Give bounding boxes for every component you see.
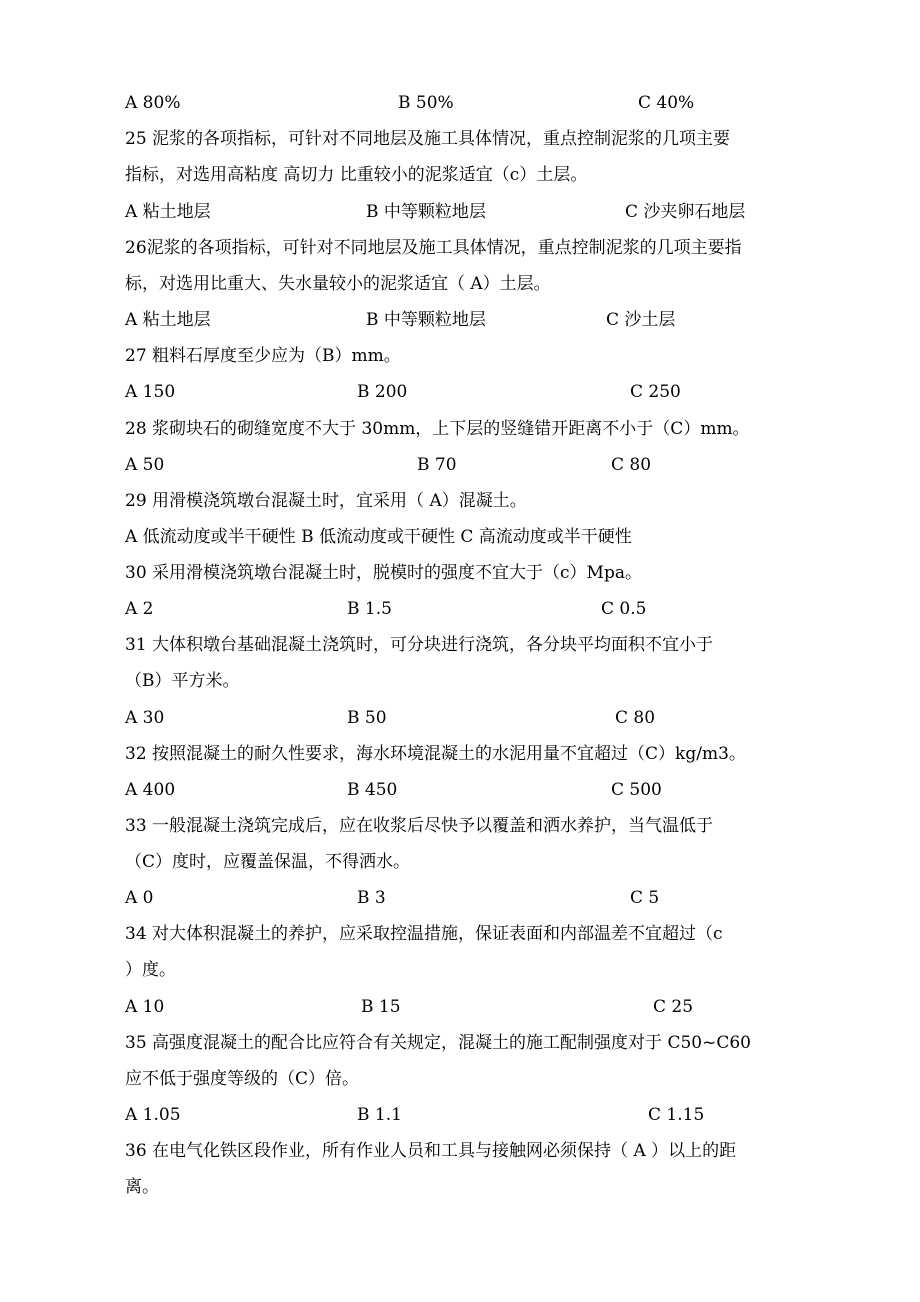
option-a: A 150: [125, 382, 176, 402]
text: 27 粗料石厚度至少应为（B）mm。: [125, 346, 401, 366]
option-a: A 粘土地层: [125, 202, 211, 222]
question-line: [0, 416, 920, 442]
answer-options: [0, 379, 920, 405]
option-a: A 0: [125, 888, 154, 908]
question-line: [0, 957, 920, 983]
question-line: [0, 741, 920, 767]
question-line: [0, 632, 920, 658]
option-b: B 3: [357, 888, 386, 908]
answer-options: [0, 596, 920, 622]
text: 应不低于强度等级的（C）倍。: [125, 1069, 360, 1089]
answer-options: [0, 1102, 920, 1128]
text: 26泥浆的各项指标，可针对不同地层及施工具体情况，重点控制泥浆的几项主要指: [125, 238, 742, 258]
option-b: B 200: [357, 382, 408, 402]
text: 指标，对选用高粘度 高切力 比重较小的泥浆适宜（c）土层。: [125, 165, 588, 185]
text: 36 在电气化铁区段作业，所有作业人员和工具与接触网必须保持（ A ）以上的距: [125, 1141, 737, 1161]
answer-options: [0, 307, 920, 333]
question-line: [0, 1066, 920, 1092]
question-line: [0, 524, 920, 550]
text: 32 按照混凝土的耐久性要求，海水环境混凝土的水泥用量不宜超过（C）kg/m3。: [125, 744, 746, 764]
option-b: B 中等颗粒地层: [366, 310, 486, 330]
text: 31 大体积墩台基础混凝土浇筑时，可分块进行浇筑，各分块平均面积不宜小于: [125, 635, 714, 655]
option-a: A 80%: [125, 93, 181, 113]
question-line: [0, 668, 920, 694]
option-a: A 10: [125, 997, 165, 1017]
option-c: C 1.15: [648, 1105, 705, 1125]
question-line: [0, 849, 920, 875]
option-a: A 粘土地层: [125, 310, 211, 330]
text: 34 对大体积混凝土的养护，应采取控温措施，保证表面和内部温差不宜超过（c: [125, 924, 723, 944]
text: 33 一般混凝土浇筑完成后，应在收浆后尽快予以覆盖和洒水养护，当气温低于: [125, 816, 714, 836]
question-line: [0, 343, 920, 369]
text: 标，对选用比重大、失水量较小的泥浆适宜（ A）土层。: [125, 274, 551, 294]
text: 25 泥浆的各项指标，可针对不同地层及施工具体情况，重点控制泥浆的几项主要: [125, 129, 731, 149]
answer-options: [0, 90, 920, 116]
text: 离。: [125, 1177, 159, 1197]
answer-options: [0, 199, 920, 225]
option-c: C 0.5: [601, 599, 647, 619]
text: （B）平方米。: [125, 671, 240, 691]
option-a: A 50: [125, 455, 165, 475]
option-c: C 80: [611, 455, 652, 475]
option-b: B 1.1: [357, 1105, 402, 1125]
text: ）度。: [125, 960, 176, 980]
option-b: B 450: [347, 780, 398, 800]
option-b: B 中等颗粒地层: [366, 202, 486, 222]
option-b: B 15: [361, 997, 401, 1017]
question-line: [0, 1138, 920, 1164]
option-a: A 1.05: [125, 1105, 181, 1125]
option-c: C 80: [615, 708, 656, 728]
option-b: B 50: [347, 708, 387, 728]
answer-options: [0, 452, 920, 478]
question-line: [0, 560, 920, 586]
option-a: A 400: [125, 780, 176, 800]
question-line: [0, 921, 920, 947]
answer-options: [0, 777, 920, 803]
text: 29 用滑模浇筑墩台混凝土时，宜采用（ A）混凝土。: [125, 491, 527, 511]
option-b: B 50%: [398, 93, 454, 113]
answer-options: [0, 994, 920, 1020]
option-b: B 70: [417, 455, 457, 475]
text: A 低流动度或半干硬性 B 低流动度或干硬性 C 高流动度或半干硬性: [125, 527, 632, 547]
question-line: [0, 126, 920, 152]
question-line: [0, 813, 920, 839]
option-c: C 沙夹卵石地层: [625, 202, 746, 222]
text: 28 浆砌块石的砌缝宽度不大于 30mm，上下层的竖缝错开距离不小于（C）mm。: [125, 419, 750, 439]
question-line: [0, 162, 920, 188]
question-line: [0, 1174, 920, 1200]
text: 30 采用滑模浇筑墩台混凝土时，脱模时的强度不宜大于（c）Mpa。: [125, 563, 642, 583]
option-c: C 沙土层: [606, 310, 676, 330]
text: 35 高强度混凝土的配合比应符合有关规定，混凝土的施工配制强度对于 C50~C60: [125, 1033, 751, 1053]
option-c: C 25: [653, 997, 694, 1017]
question-line: [0, 488, 920, 514]
option-c: C 40%: [638, 93, 695, 113]
answer-options: [0, 885, 920, 911]
text: （C）度时，应覆盖保温，不得洒水。: [125, 852, 411, 872]
option-c: C 5: [630, 888, 660, 908]
option-c: C 500: [611, 780, 662, 800]
question-line: [0, 271, 920, 297]
option-a: A 30: [125, 708, 165, 728]
question-line: [0, 1030, 920, 1056]
option-a: A 2: [125, 599, 154, 619]
option-b: B 1.5: [347, 599, 392, 619]
answer-options: [0, 705, 920, 731]
question-line: [0, 235, 920, 261]
option-c: C 250: [630, 382, 681, 402]
